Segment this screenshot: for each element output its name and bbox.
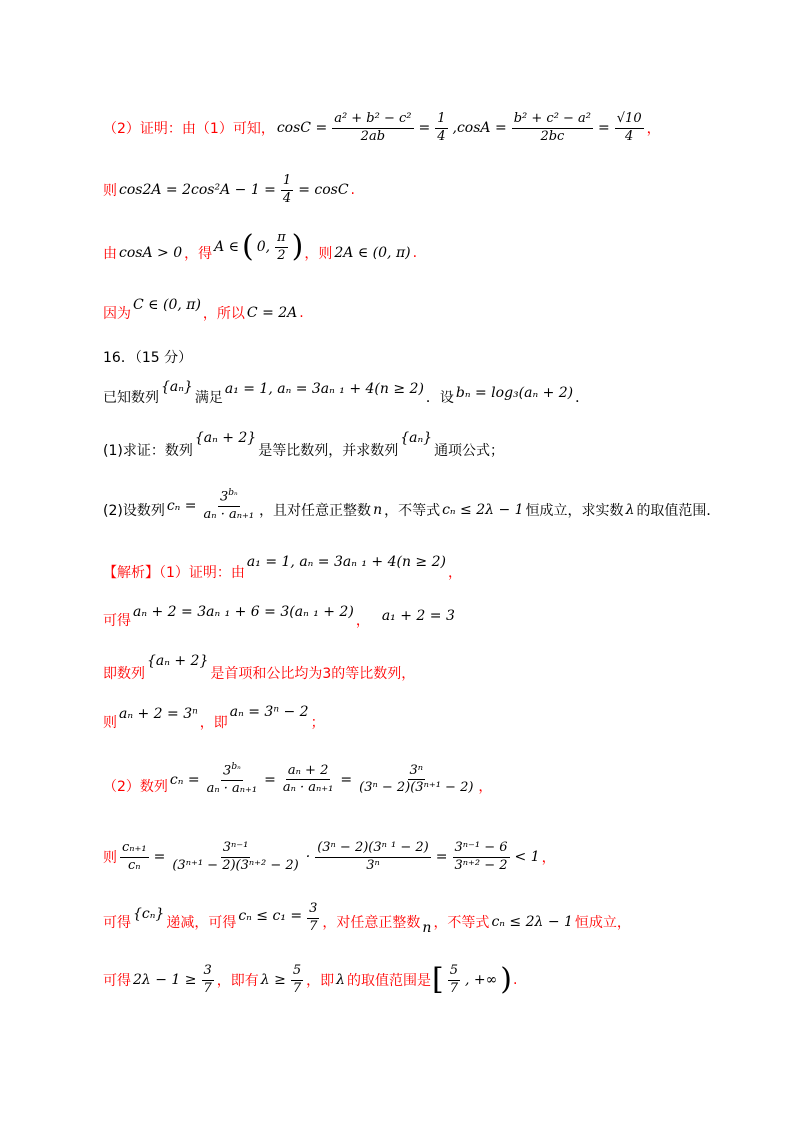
- problem-text: ，不等式: [384, 503, 441, 519]
- proof-text: （2）证明：由（1）可知，: [103, 121, 275, 137]
- proof-text: ，则: [304, 246, 333, 262]
- problem-text: 是等比数列，并求数列: [258, 443, 399, 459]
- math-expression: a₁ = 1, aₙ = 3aₙ ₁ + 4(n ≥ 2): [246, 554, 446, 570]
- denominator: (3ⁿ⁺¹ − 2)(3ⁿ⁺² − 2): [172, 857, 299, 873]
- math-expression: C = 2A: [246, 305, 298, 321]
- proof-text: 的取值范围是: [347, 973, 431, 989]
- denominator: 3ⁿ⁺² − 2: [454, 857, 508, 873]
- math-expression: n: [373, 502, 383, 518]
- problem-text: ，且对任意正整数: [259, 503, 372, 519]
- denominator: 4: [437, 128, 446, 144]
- math-expression: =: [264, 771, 276, 788]
- fraction: [205, 762, 260, 798]
- problem-text: 恒成立，求实数: [525, 503, 624, 519]
- math-expression: =: [598, 120, 610, 136]
- line-6: [103, 367, 589, 427]
- punctuation: .: [412, 245, 418, 261]
- proof-text: 可得: [103, 973, 131, 989]
- denominator: cₙ: [128, 857, 141, 873]
- punctuation: ，: [541, 850, 556, 866]
- math-expression: {cₙ}: [133, 906, 165, 922]
- proof-text: ，所以: [202, 306, 245, 322]
- problem-text: ．设: [425, 390, 454, 406]
- punctuation: ；: [310, 715, 325, 731]
- math-expression: λ: [625, 502, 635, 518]
- denominator: 7: [449, 980, 458, 996]
- proof-text: 是首项和公比均为3的等比数列，: [210, 666, 416, 682]
- numerator: 3: [202, 963, 214, 981]
- math-expression: 0,: [256, 239, 271, 255]
- numerator: cₙ₊₁: [120, 840, 149, 858]
- fraction: [448, 963, 460, 998]
- math-expression: {aₙ}: [161, 379, 193, 395]
- line-12: [103, 692, 325, 752]
- proof-text: ，即有: [216, 973, 259, 989]
- numerator: a² + b² − c²: [332, 111, 413, 129]
- fraction: [332, 111, 413, 146]
- base: 3: [219, 489, 229, 505]
- denominator: aₙ · aₙ₊₁: [203, 507, 255, 523]
- punctuation: .: [350, 182, 355, 198]
- line-10: [103, 590, 457, 650]
- punctuation: ．: [575, 390, 590, 406]
- numerator: 3ⁿ: [408, 763, 426, 781]
- problem-text: (2)设数列: [103, 503, 165, 519]
- fraction: [615, 111, 644, 146]
- line-3: [103, 223, 417, 283]
- numerator: [221, 762, 243, 781]
- math-expression: aₙ = 3ⁿ − 2: [229, 704, 309, 720]
- proof-text: 递减，可得: [166, 915, 237, 931]
- fraction: [512, 111, 593, 146]
- denominator: 4: [625, 128, 634, 144]
- proof-text: 则: [103, 850, 117, 866]
- denominator: 2bc: [540, 128, 565, 144]
- exponent: bₙ: [228, 487, 238, 498]
- math-expression: A ∈: [214, 239, 240, 255]
- interval-expression: [431, 963, 513, 998]
- math-expression: {aₙ + 2}: [194, 430, 257, 446]
- punctuation: ，: [447, 565, 462, 581]
- punctuation: ，: [646, 121, 661, 137]
- math-expression: cₙ =: [166, 498, 197, 514]
- fraction: [453, 840, 510, 875]
- line-13: [103, 756, 492, 816]
- proof-text: （2）数列: [103, 779, 168, 795]
- numerator: 3ⁿ⁻¹: [221, 840, 251, 858]
- math-expression: , +∞: [465, 972, 498, 988]
- proof-text: 则: [103, 183, 117, 199]
- math-expression: cos2A = 2cos²A − 1 =: [119, 182, 276, 198]
- fraction: [275, 230, 288, 265]
- numerator: √10: [615, 111, 644, 129]
- punctuation: .: [299, 305, 304, 321]
- problem-number: 16．（15 分）: [103, 350, 193, 366]
- fraction: [202, 488, 257, 524]
- math-expression: {aₙ}: [400, 430, 433, 446]
- base: 3: [223, 763, 232, 779]
- punctuation: ，: [478, 779, 493, 795]
- proof-text: ，不等式: [433, 915, 490, 931]
- numerator: 5: [448, 963, 460, 981]
- fraction: [281, 173, 293, 208]
- line-7: [103, 420, 504, 480]
- proof-text: 由: [103, 246, 117, 262]
- punctuation: .: [513, 972, 518, 988]
- proof-text: 恒成立，: [574, 915, 631, 931]
- numerator: aₙ + 2: [286, 763, 330, 781]
- numerator: 1: [435, 111, 447, 129]
- exponent: bₙ: [231, 761, 241, 772]
- math-expression: {aₙ + 2}: [147, 653, 209, 669]
- denominator: aₙ · aₙ₊₁: [282, 780, 334, 796]
- proof-text: 因为: [103, 306, 131, 322]
- math-expression: a₁ = 1, aₙ = 3aₙ ₁ + 4(n ≥ 2): [224, 381, 424, 397]
- denominator: 2ab: [360, 128, 386, 144]
- math-expression: < 1: [514, 849, 540, 865]
- line-2: [103, 160, 355, 220]
- math-expression: =: [153, 849, 166, 865]
- math-expression: =: [435, 849, 448, 865]
- math-expression: cosA > 0: [119, 245, 183, 261]
- denominator: 2: [277, 247, 286, 263]
- problem-text: 的取值范围．: [636, 503, 721, 519]
- equation: [168, 762, 479, 798]
- math-expression: ·: [305, 849, 311, 865]
- math-expression: a₁ + 2 = 3: [381, 608, 455, 624]
- problem-text: 通项公式；: [434, 443, 505, 459]
- right-paren: ): [500, 962, 513, 997]
- fraction: [291, 963, 303, 998]
- numerator: 5: [291, 963, 303, 981]
- numerator: 3: [307, 901, 319, 919]
- math-expression: ,cosA =: [452, 120, 507, 136]
- math-expression: aₙ + 2 = 3aₙ ₁ + 6 = 3(aₙ ₁ + 2): [133, 604, 354, 620]
- proof-text: 可得: [103, 613, 131, 629]
- denominator: 7: [292, 980, 302, 996]
- left-bracket: [: [432, 962, 444, 997]
- math-expression: cₙ =: [169, 771, 200, 788]
- line-14: [103, 827, 556, 887]
- math-expression: =: [340, 771, 353, 788]
- proof-text: 则: [103, 715, 117, 731]
- line-1: [103, 98, 661, 158]
- numerator: [218, 488, 240, 507]
- fraction: [170, 840, 300, 875]
- fraction: [357, 763, 475, 798]
- proof-text: 可得: [103, 915, 131, 931]
- math-expression: =: [418, 120, 431, 136]
- numerator: 1: [281, 173, 293, 191]
- numerator: 3ⁿ⁻¹ − 6: [453, 840, 510, 858]
- problem-text: 已知数列: [103, 390, 159, 406]
- fraction: [202, 963, 214, 998]
- fraction: [435, 111, 447, 146]
- math-expression: cₙ ≤ c₁ =: [238, 908, 303, 924]
- math-expression: C ∈ (0, π): [133, 297, 201, 313]
- denominator: aₙ · aₙ₊₁: [206, 781, 258, 797]
- math-expression: 2λ − 1 ≥: [133, 972, 197, 988]
- math-expression: n: [422, 920, 432, 936]
- numerator: (3ⁿ − 2)(3ⁿ ¹ − 2): [315, 840, 431, 858]
- line-15: [103, 892, 631, 952]
- numerator: π: [275, 230, 288, 248]
- left-paren: (: [242, 229, 254, 264]
- line-8: [103, 480, 720, 540]
- denominator: 7: [203, 980, 212, 996]
- denominator: (3ⁿ − 2)(3ⁿ⁺¹ − 2): [359, 780, 474, 796]
- numerator: b² + c² − a²: [512, 111, 593, 129]
- proof-text: ，即: [306, 973, 335, 989]
- fraction: [120, 840, 149, 875]
- denominator: 3ⁿ: [366, 857, 380, 873]
- solution-heading: 【解析】（1）证明：由: [103, 565, 245, 581]
- fraction: [315, 840, 431, 875]
- fraction: [281, 763, 336, 798]
- math-expression: cₙ ≤ 2λ − 1: [442, 502, 524, 518]
- math-expression: bₙ = log₃(aₙ + 2): [455, 385, 574, 401]
- math-expression: aₙ + 2 = 3ⁿ: [119, 706, 198, 722]
- math-expression: λ ≥: [260, 972, 286, 988]
- punctuation: ，: [355, 613, 370, 629]
- proof-text: ，即: [199, 715, 228, 731]
- denominator: 4: [282, 190, 292, 206]
- line-16: [103, 950, 517, 1010]
- math-expression: cₙ ≤ 2λ − 1: [491, 914, 573, 930]
- interval-expression: [212, 230, 304, 265]
- problem-text: (1)求证：数列: [103, 443, 193, 459]
- proof-text: ，对任意正整数: [322, 915, 421, 931]
- math-expression: λ: [336, 972, 345, 988]
- proof-text: ，得: [184, 246, 213, 262]
- math-expression: cosC =: [276, 120, 328, 136]
- problem-text: 满足: [194, 390, 223, 406]
- math-expression: 2A ∈ (0, π): [334, 245, 411, 261]
- proof-text: 即数列: [103, 666, 145, 682]
- right-paren: ): [291, 229, 304, 264]
- fraction: [307, 901, 319, 936]
- math-expression: = cosC: [298, 182, 349, 198]
- denominator: 7: [309, 918, 318, 934]
